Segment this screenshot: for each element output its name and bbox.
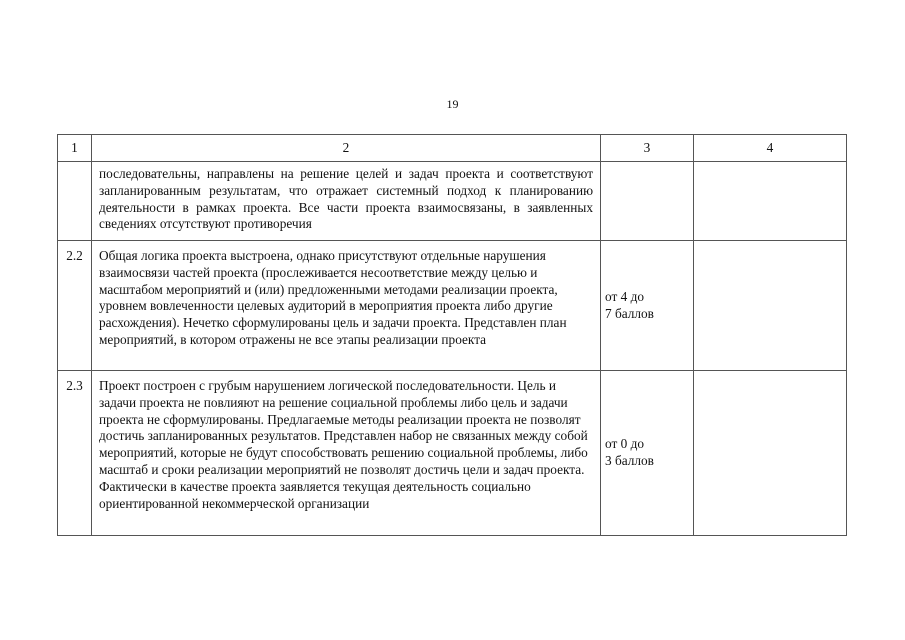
row-number: 2.2	[58, 241, 92, 371]
table-row	[58, 162, 847, 241]
header-cell-4: 4	[694, 135, 847, 162]
row-col4	[694, 371, 847, 536]
row-col4	[694, 162, 847, 241]
row-col4	[694, 241, 847, 371]
page-number: 19	[446, 97, 459, 111]
header-cell-3: 3	[601, 135, 694, 162]
row-description: последовательны, направлены на решение целей и задач проекта и соответствуют запланированным результатам, что отражает системный подход к планированию деятельности в рамках проекта. Все части проекта взаимосвязаны, в заявленных сведениях отсутствуют противоречия	[92, 162, 601, 241]
header-cell-2: 2	[92, 135, 601, 162]
row-number	[58, 162, 92, 241]
row-score	[601, 162, 694, 241]
row-number: 2.3	[58, 371, 92, 536]
row-description: Проект построен с грубым нарушением логической последовательности. Цель и задачи проекта не повлияют на решение социальной проблемы либо цель и задачи проекта не сформулированы. Предлагаемые методы реализации проекта не позволят достичь запланированных результатов. Представлен набор не связанных между собой мероприятий, которые не будут способствовать решению социальной проблемы, либо масштаб и сроки реализации мероприятий не позволят достичь цели и задач проекта. Фактически в качестве проекта заявляется текущая деятельность социально ориентированной некоммерческой организации	[92, 371, 601, 536]
score-range-to: 7 баллов	[605, 305, 654, 321]
table-header-row	[58, 135, 847, 162]
score-range-from: от 4 до	[605, 288, 644, 304]
row-score	[601, 241, 694, 371]
row-description: Общая логика проекта выстроена, однако присутствуют отдельные нарушения взаимосвязи частей проекта (прослеживается несоответствие между целью и масштабом мероприятий и (или) предложенными методами реализации проекта, уровнем вовлеченности целевых аудиторий в мероприятия проекта либо другие расхождения). Нечетко сформулированы цель и задачи проекта. Представлен план мероприятий, в котором отражены не все этапы реализации проекта	[92, 241, 601, 371]
row-score	[601, 371, 694, 536]
score-range-to: 3 баллов	[605, 453, 654, 468]
table-row	[58, 241, 847, 371]
criteria-table	[57, 134, 847, 536]
header-cell-1: 1	[58, 135, 92, 162]
score-range-from: от 0 до	[605, 436, 644, 452]
table-row	[58, 371, 847, 536]
